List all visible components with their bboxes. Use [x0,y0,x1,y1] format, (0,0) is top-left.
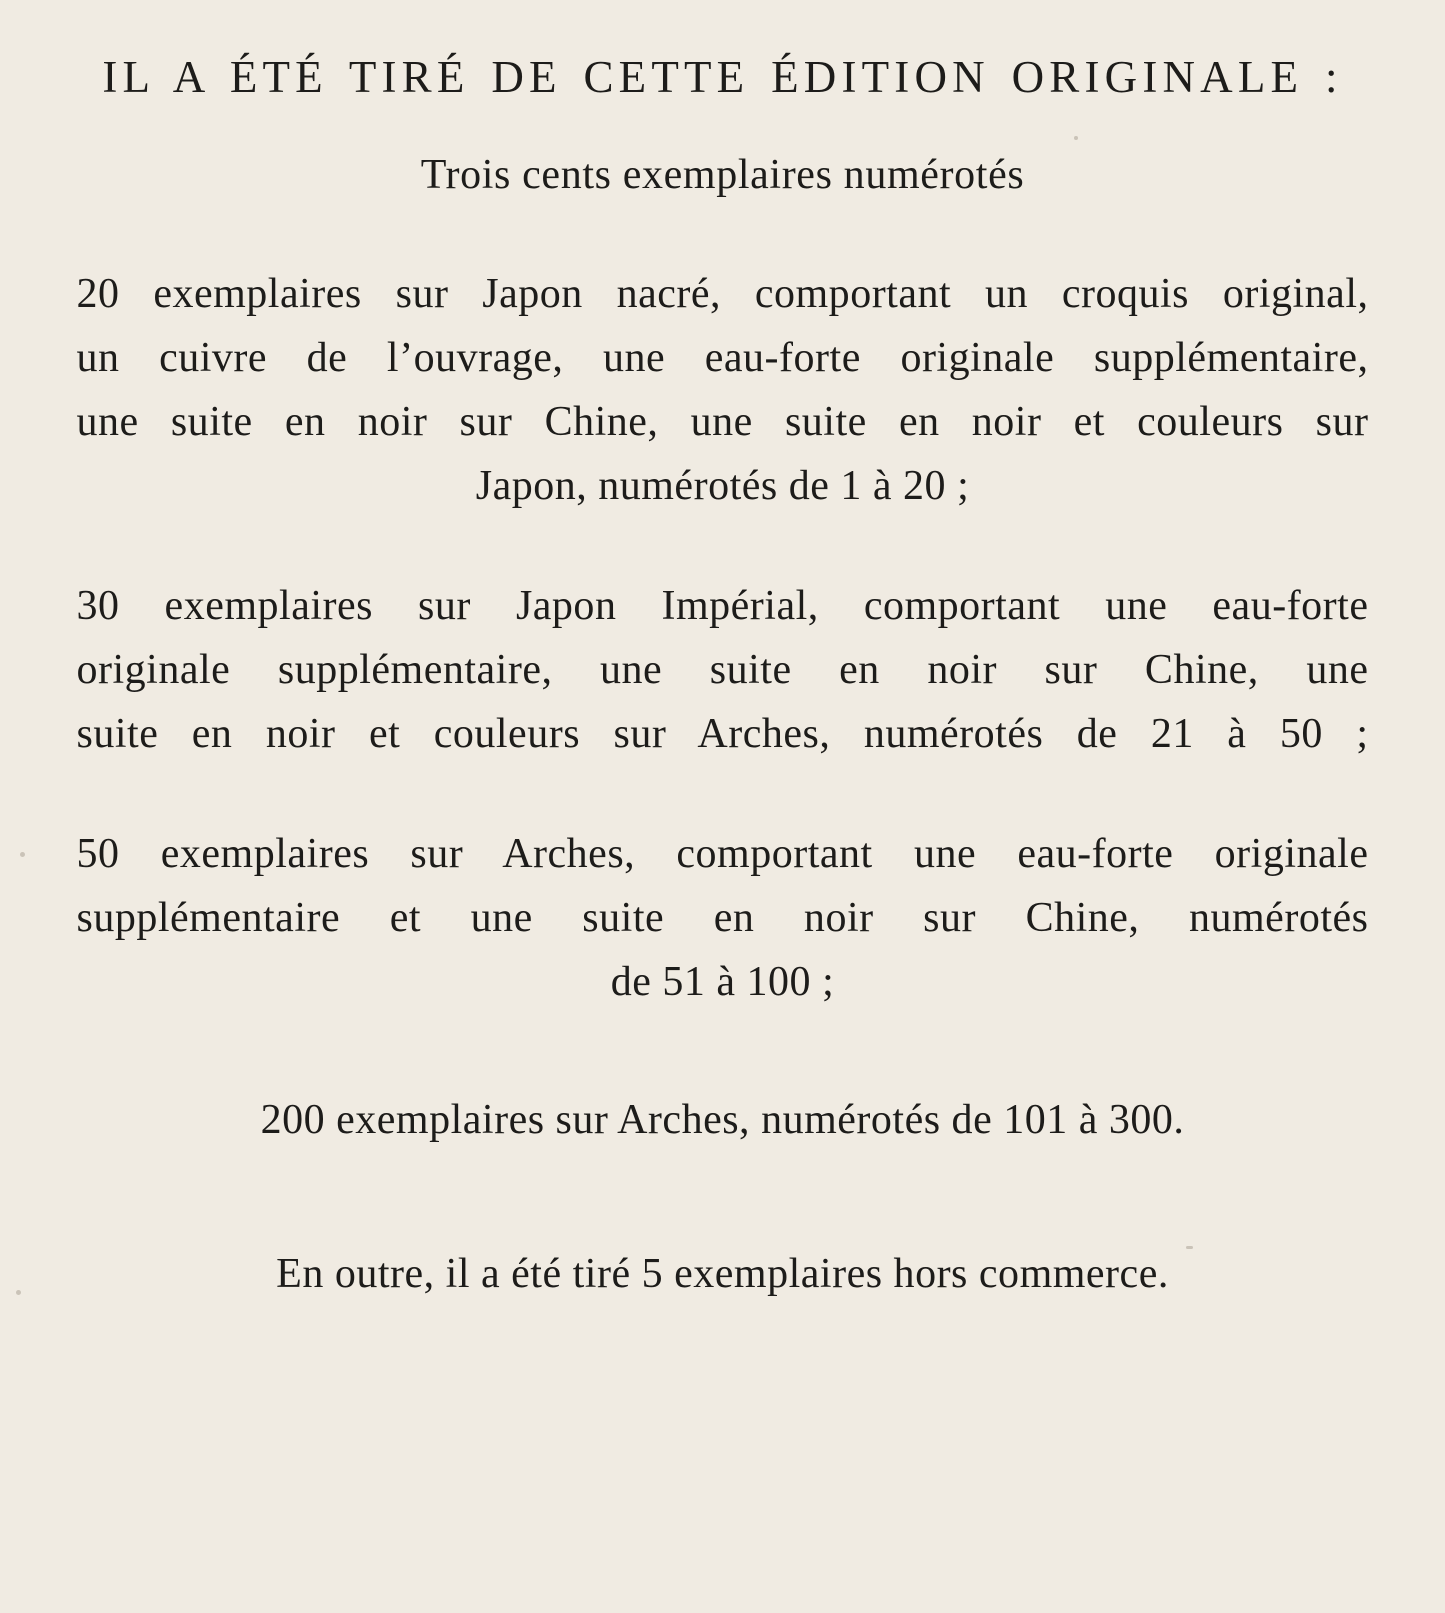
text-line: 20 exemplaires sur Japon nacré, comportant un croquis original, [76,271,1369,318]
text-line: une suite en noir sur Chine, une suite en noir et couleurs sur [76,399,1369,446]
scan-speck [20,852,25,857]
paragraph-japon-nacre [77,262,1369,518]
scan-speck [1074,136,1078,140]
text-line: Japon, numérotés de 1 à 20 ; [475,463,970,510]
limitation-text-block [77,262,1369,1152]
text-line: supplémentaire et une suite en noir sur Chine, numérotés [76,895,1369,942]
text-line: 30 exemplaires sur Japon Impérial, comportant une eau-forte [76,583,1369,630]
scan-speck [16,1290,21,1295]
text-line: 200 exemplaires sur Arches, numérotés de 101 à 300. [260,1097,1185,1144]
page-title: IL A ÉTÉ TIRÉ DE CETTE ÉDITION ORIGINALE : [102,52,1343,102]
text-line: originale supplémentaire, une suite en noir sur Chine, une [76,647,1369,694]
text-line: 50 exemplaires sur Arches, comportant une eau-forte originale [76,831,1369,878]
text-line: un cuivre de l’ouvrage, une eau-forte originale supplémentaire, [76,335,1369,382]
text-line: de 51 à 100 ; [610,959,835,1006]
paragraph-japon-imperial [77,574,1369,766]
text-line: suite en noir et couleurs sur Arches, numérotés de 21 à 50 ; [76,711,1369,758]
paragraph-arches-101-300 [77,1088,1369,1152]
paragraph-arches-51-100 [77,822,1369,1014]
subtitle: Trois cents exemplaires numérotés [420,152,1025,198]
scan-speck [1186,1246,1193,1249]
closing-line: En outre, il a été tiré 5 exemplaires hors commerce. [276,1251,1169,1298]
